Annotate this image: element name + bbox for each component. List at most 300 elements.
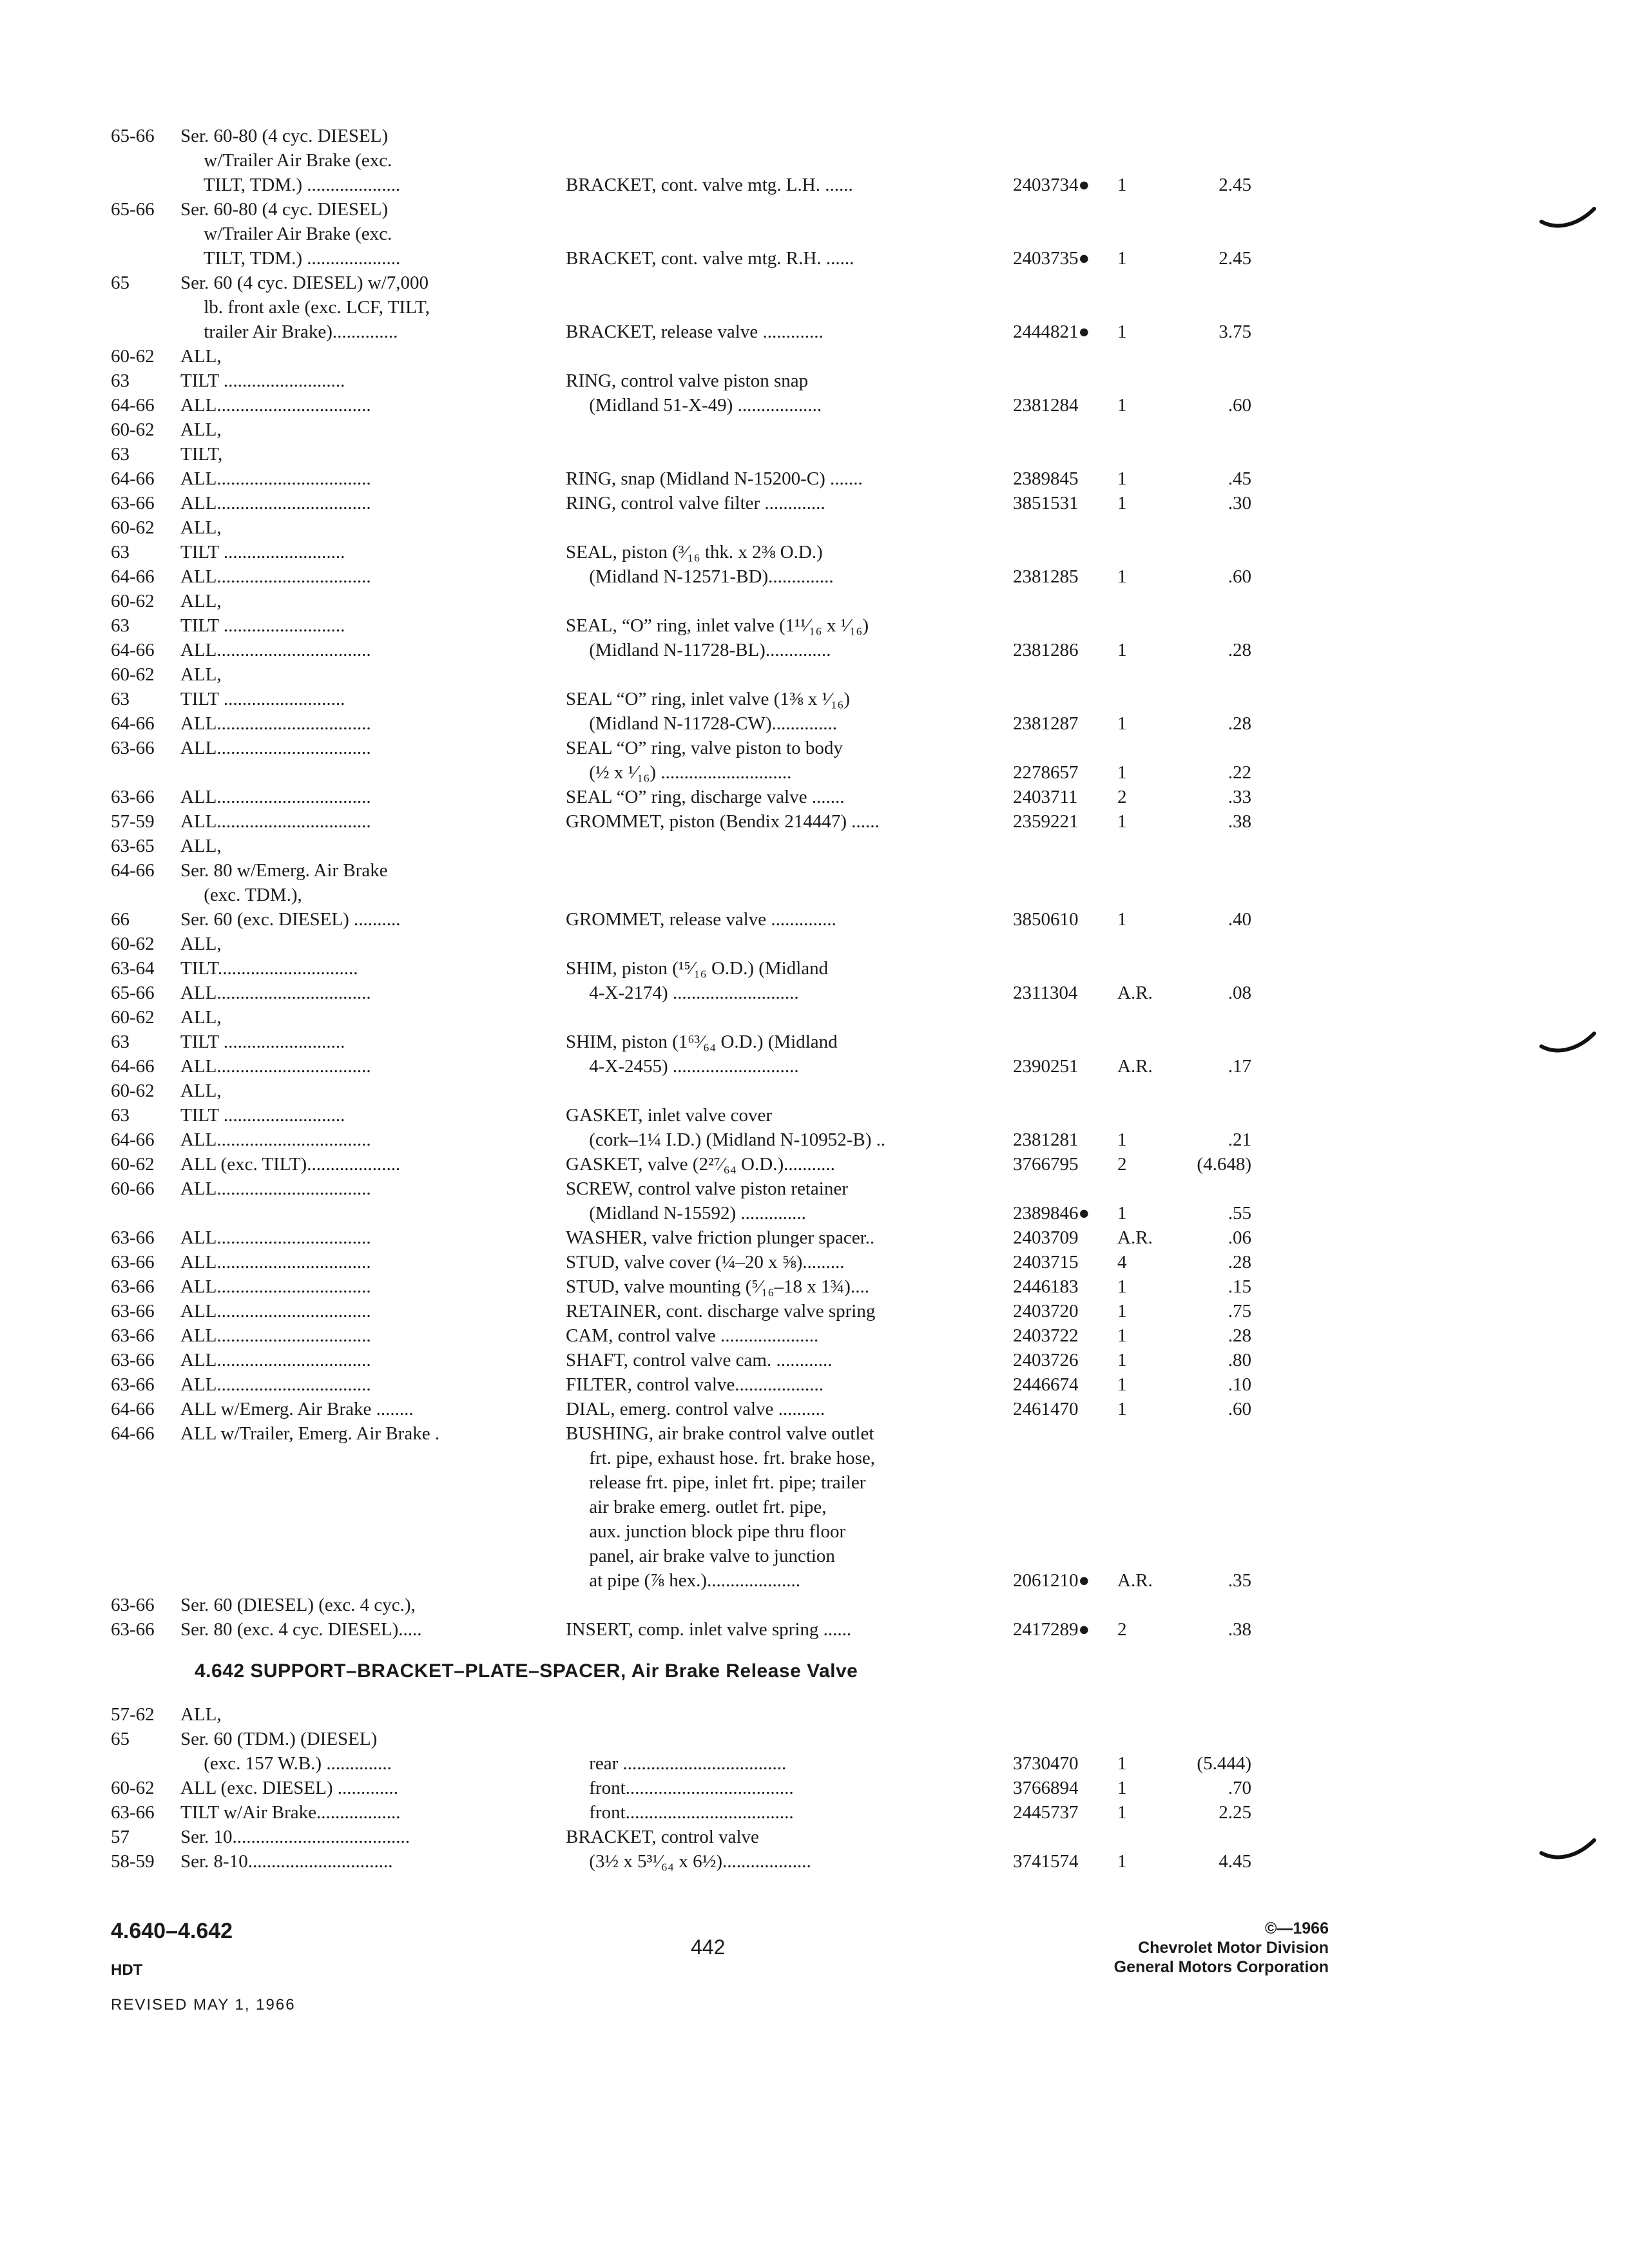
parts-row (111, 466, 1258, 491)
parts-row (111, 1776, 1258, 1800)
price: .08 (1228, 983, 1251, 1003)
price: .28 (1228, 640, 1251, 660)
application: Ser. 80 (exc. 4 cyc. DIESEL)..... (180, 1619, 422, 1640)
application: Ser. 60 (DIESEL) (exc. 4 cyc.), (180, 1595, 416, 1615)
year-range: 65-66 (111, 983, 155, 1003)
year-range: 63-64 (111, 958, 155, 979)
application: ALL................................. (180, 1374, 371, 1395)
corporation-name: General Motors Corporation (1113, 1958, 1329, 1976)
quantity: 1 (1117, 1374, 1127, 1395)
parts-row (111, 1751, 1258, 1776)
application: w/Trailer Air Brake (exc. (180, 224, 392, 244)
price: .21 (1228, 1129, 1251, 1150)
parts-row (111, 1519, 1258, 1544)
part-description: SEAL, “O” ring, inlet valve (1¹¹⁄₁₆ x ¹⁄₁₆) (566, 615, 869, 636)
application: ALL................................. (180, 787, 371, 807)
application: TILT, TDM.) .................... (180, 175, 401, 195)
part-number: 2381286 (1013, 640, 1079, 660)
year-range: 60-62 (111, 664, 155, 685)
year-range: 64-66 (111, 1423, 155, 1444)
section-heading: 4.642 SUPPORT–BRACKET–PLATE–SPACER, Air Brake Release Valve (195, 1660, 858, 1682)
price: .28 (1228, 713, 1251, 734)
year-range: 63-66 (111, 1252, 155, 1273)
part-description: 4-X-2455) ........................... (566, 1056, 799, 1077)
application: Ser. 60 (4 cyc. DIESEL) w/7,000 (180, 273, 429, 293)
quantity: 1 (1117, 1350, 1127, 1370)
part-description: (cork–1¼ I.D.) (Midland N-10952-B) .. (566, 1129, 886, 1150)
part-number: 2061210● (1013, 1570, 1090, 1591)
parts-row (111, 148, 1258, 173)
parts-row (111, 1152, 1258, 1177)
year-range: 63 (111, 1032, 130, 1052)
parts-row (111, 834, 1258, 858)
price: .40 (1228, 909, 1251, 930)
application: TILT, (180, 444, 223, 465)
parts-row (111, 1495, 1258, 1519)
parts-row (111, 197, 1258, 222)
price: .33 (1228, 787, 1251, 807)
part-number: 2403734● (1013, 175, 1090, 195)
part-description: BRACKET, release valve ............. (566, 322, 824, 342)
application: ALL................................. (180, 1178, 371, 1199)
parts-row (111, 858, 1258, 883)
part-description: front.................................... (566, 1802, 794, 1823)
year-range: 60-62 (111, 934, 155, 954)
application: ALL................................. (180, 395, 371, 416)
year-range: 63-66 (111, 493, 155, 514)
parts-row (111, 564, 1258, 589)
year-range: 63-66 (111, 1802, 155, 1823)
page-number: 442 (691, 1936, 726, 1959)
part-description: front.................................... (566, 1778, 794, 1798)
year-range: 63-66 (111, 1374, 155, 1395)
application: ALL................................. (180, 738, 371, 758)
part-number: 2444821● (1013, 322, 1090, 342)
application: trailer Air Brake).............. (180, 322, 398, 342)
parts-row (111, 1568, 1258, 1593)
part-number: 2381281 (1013, 1129, 1079, 1150)
application: ALL................................. (180, 811, 371, 832)
application: ALL, (180, 1007, 222, 1028)
parts-row (111, 1825, 1258, 1849)
parts-row (111, 1800, 1258, 1825)
price: 4.45 (1219, 1851, 1251, 1872)
parts-row (111, 589, 1258, 613)
part-number: 2381287 (1013, 713, 1079, 734)
application: ALL................................. (180, 1129, 371, 1150)
part-description: GROMMET, release valve .............. (566, 909, 836, 930)
application: Ser. 8-10............................... (180, 1851, 393, 1872)
parts-row (111, 1177, 1258, 1201)
parts-row (111, 1849, 1258, 1874)
parts-row (111, 907, 1258, 932)
parts-row (111, 638, 1258, 662)
part-description: INSERT, comp. inlet valve spring ...... (566, 1619, 852, 1640)
part-number: 2389846● (1013, 1203, 1090, 1224)
part-number: 3766894 (1013, 1778, 1079, 1798)
part-description: RING, control valve piston snap (566, 370, 809, 391)
part-number: 2381284 (1013, 395, 1079, 416)
part-number: 2381285 (1013, 566, 1079, 587)
parts-list-support-bracket (111, 1702, 1258, 1874)
application: TILT .......................... (180, 1032, 345, 1052)
part-description: release frt. pipe, inlet frt. pipe; trailer (566, 1472, 866, 1493)
part-description: (Midland 51-X-49) .................. (566, 395, 822, 416)
parts-row (111, 785, 1258, 809)
part-number: 3766795 (1013, 1154, 1079, 1175)
price: .22 (1228, 762, 1251, 783)
parts-row (111, 271, 1258, 295)
application: ALL................................. (180, 640, 371, 660)
parts-row (111, 173, 1258, 197)
application: TILT .......................... (180, 615, 345, 636)
application: ALL, (180, 664, 222, 685)
quantity: 1 (1117, 1753, 1127, 1774)
application: Ser. 60 (TDM.) (DIESEL) (180, 1729, 378, 1749)
year-range: 63-66 (111, 1301, 155, 1321)
application: ALL................................. (180, 1325, 371, 1346)
part-description: SEAL “O” ring, discharge valve ....... (566, 787, 845, 807)
year-range: 57-62 (111, 1704, 155, 1725)
part-description: GROMMET, piston (Bendix 214447) ...... (566, 811, 880, 832)
parts-row (111, 711, 1258, 736)
quantity: 1 (1117, 1276, 1127, 1297)
division-name: Chevrolet Motor Division (1138, 1939, 1329, 1957)
application: (exc. TDM.), (180, 885, 302, 905)
application: ALL................................. (180, 1252, 371, 1273)
year-range: 63 (111, 542, 130, 562)
part-description: SHAFT, control valve cam. ............ (566, 1350, 833, 1370)
parts-row (111, 760, 1258, 785)
part-description: 4-X-2174) ........................... (566, 983, 799, 1003)
year-range: 63 (111, 444, 130, 465)
parts-row (111, 442, 1258, 466)
price: .10 (1228, 1374, 1251, 1395)
parts-row (111, 491, 1258, 515)
application: ALL, (180, 419, 222, 440)
part-description: (Midland N-11728-CW).............. (566, 713, 837, 734)
part-description: (3½ x 5³¹⁄₆₄ x 6½)................... (566, 1851, 811, 1872)
quantity: 1 (1117, 1301, 1127, 1321)
application: ALL................................. (180, 983, 371, 1003)
year-range: 60-62 (111, 517, 155, 538)
quantity: 1 (1117, 1851, 1127, 1872)
price: .60 (1228, 395, 1251, 416)
application: TILT .......................... (180, 370, 345, 391)
part-description: (½ x ¹⁄₁₆) ............................ (566, 762, 792, 783)
quantity: A.R. (1117, 1227, 1153, 1248)
application: ALL, (180, 346, 222, 367)
year-range: 60-62 (111, 419, 155, 440)
year-range: 63-66 (111, 1227, 155, 1248)
quantity: A.R. (1117, 1056, 1153, 1077)
price: .15 (1228, 1276, 1251, 1297)
year-range: 63-66 (111, 738, 155, 758)
section-code: 4.640–4.642 (111, 1919, 233, 1943)
year-range: 63-66 (111, 1350, 155, 1370)
price: .70 (1228, 1778, 1251, 1798)
part-description: rear ................................... (566, 1753, 787, 1774)
parts-row (111, 1030, 1258, 1054)
application: ALL, (180, 1704, 222, 1725)
parts-row (111, 1225, 1258, 1250)
application: Ser. 80 w/Emerg. Air Brake (180, 860, 388, 881)
parts-row (111, 981, 1258, 1005)
price: .06 (1228, 1227, 1251, 1248)
quantity: 1 (1117, 175, 1127, 195)
part-description: SEAL “O” ring, valve piston to body (566, 738, 843, 758)
parts-row (111, 124, 1258, 148)
parts-row (111, 540, 1258, 564)
parts-row (111, 736, 1258, 760)
part-description: BUSHING, air brake control valve outlet (566, 1423, 874, 1444)
publisher-block (1084, 1919, 1329, 1977)
parts-row (111, 809, 1258, 834)
quantity: 1 (1117, 909, 1127, 930)
price: .45 (1228, 468, 1251, 489)
parts-row (111, 1250, 1258, 1274)
parts-row (111, 1348, 1258, 1372)
parts-row (111, 1702, 1258, 1727)
application: ALL................................. (180, 1301, 371, 1321)
year-range: 57-59 (111, 811, 155, 832)
year-range: 64-66 (111, 713, 155, 734)
year-range: 63-65 (111, 836, 155, 856)
year-range: 63 (111, 1105, 130, 1126)
price: .38 (1228, 1619, 1251, 1640)
part-description: (Midland N-15592) .............. (566, 1203, 806, 1224)
application: lb. front axle (exc. LCF, TILT, (180, 297, 430, 318)
quantity: 1 (1117, 322, 1127, 342)
part-description: RING, snap (Midland N-15200-C) ....... (566, 468, 863, 489)
application: ALL (exc. DIESEL) ............. (180, 1778, 398, 1798)
parts-row (111, 1470, 1258, 1495)
year-range: 65 (111, 273, 130, 293)
application: ALL, (180, 1081, 222, 1101)
application: ALL w/Emerg. Air Brake ........ (180, 1399, 414, 1419)
quantity: 2 (1117, 787, 1127, 807)
quantity: 1 (1117, 1325, 1127, 1346)
part-description: panel, air brake valve to junction (566, 1546, 835, 1566)
parts-catalog (111, 124, 1258, 1874)
parts-list (111, 124, 1258, 1642)
part-number: 2417289● (1013, 1619, 1090, 1640)
application: ALL w/Trailer, Emerg. Air Brake . (180, 1423, 440, 1444)
quantity: 1 (1117, 395, 1127, 416)
part-description: aux. junction block pipe thru floor (566, 1521, 846, 1542)
application: ALL................................. (180, 468, 371, 489)
part-number: 2403711 (1013, 787, 1078, 807)
parts-row (111, 369, 1258, 393)
part-description: air brake emerg. outlet frt. pipe, (566, 1497, 827, 1517)
application: TILT w/Air Brake.................. (180, 1802, 401, 1823)
parts-row (111, 1544, 1258, 1568)
part-number: 2311304 (1013, 983, 1078, 1003)
part-description: DIAL, emerg. control valve .......... (566, 1399, 825, 1419)
parts-row (111, 1299, 1258, 1323)
application: ALL................................. (180, 493, 371, 514)
revision-date: REVISED MAY 1, 1966 (111, 1996, 296, 2013)
application: ALL, (180, 836, 222, 856)
application: w/Trailer Air Brake (exc. (180, 150, 392, 171)
part-number: 2403715 (1013, 1252, 1079, 1273)
price: .60 (1228, 566, 1251, 587)
part-number: 2446183 (1013, 1276, 1079, 1297)
part-number: 3741574 (1013, 1851, 1079, 1872)
part-number: 3850610 (1013, 909, 1079, 930)
parts-row (111, 1128, 1258, 1152)
quantity: 1 (1117, 1203, 1127, 1224)
part-description: SHIM, piston (1⁶³⁄₆₄ O.D.) (Midland (566, 1032, 838, 1052)
year-range: 63-66 (111, 1325, 155, 1346)
part-description: GASKET, inlet valve cover (566, 1105, 772, 1126)
binder-mark-middle (1539, 1030, 1597, 1055)
quantity: 1 (1117, 1778, 1127, 1798)
part-description: BRACKET, control valve (566, 1827, 759, 1847)
application: ALL, (180, 934, 222, 954)
parts-row (111, 344, 1258, 369)
part-description: BRACKET, cont. valve mtg. L.H. ...... (566, 175, 853, 195)
year-range: 65 (111, 1729, 130, 1749)
parts-row (111, 246, 1258, 271)
part-description: GASKET, valve (2²⁷⁄₆₄ O.D.)........... (566, 1154, 835, 1175)
quantity: 2 (1117, 1154, 1127, 1175)
parts-row (111, 1201, 1258, 1225)
year-range: 63 (111, 370, 130, 391)
price: .80 (1228, 1350, 1251, 1370)
parts-row (111, 1617, 1258, 1642)
year-range: 58-59 (111, 1851, 155, 1872)
application: ALL................................. (180, 713, 371, 734)
hdt-label: HDT (111, 1961, 143, 1979)
application: TILT .......................... (180, 542, 345, 562)
parts-row (111, 932, 1258, 956)
year-range: 66 (111, 909, 130, 930)
part-description: (Midland N-12571-BD).............. (566, 566, 834, 587)
price: 3.75 (1219, 322, 1251, 342)
binder-mark-bottom (1539, 1836, 1597, 1862)
application: TILT .......................... (180, 1105, 345, 1126)
price: .38 (1228, 811, 1251, 832)
quantity: 1 (1117, 762, 1127, 783)
parts-row (111, 613, 1258, 638)
binder-mark-top (1539, 205, 1597, 231)
price: .28 (1228, 1325, 1251, 1346)
part-description: STUD, valve cover (¼–20 x ⅝)......... (566, 1252, 845, 1273)
quantity: 1 (1117, 1802, 1127, 1823)
part-description: (Midland N-11728-BL).............. (566, 640, 831, 660)
application: ALL................................. (180, 1350, 371, 1370)
year-range: 60-62 (111, 591, 155, 611)
price: 2.25 (1219, 1802, 1251, 1823)
parts-row (111, 222, 1258, 246)
parts-row (111, 1005, 1258, 1030)
year-range: 65-66 (111, 199, 155, 220)
part-number: 2403726 (1013, 1350, 1079, 1370)
parts-row (111, 1593, 1258, 1617)
part-description: at pipe (⅞ hex.).................... (566, 1570, 801, 1591)
year-range: 64-66 (111, 566, 155, 587)
part-description: SEAL, piston (³⁄₁₆ thk. x 2⅜ O.D.) (566, 542, 823, 562)
year-range: 63-66 (111, 1276, 155, 1297)
application: Ser. 60-80 (4 cyc. DIESEL) (180, 199, 389, 220)
parts-row (111, 320, 1258, 344)
quantity: 1 (1117, 713, 1127, 734)
application: ALL (exc. TILT).................... (180, 1154, 401, 1175)
application: (exc. 157 W.B.) .............. (180, 1753, 392, 1774)
year-range: 65-66 (111, 126, 155, 146)
part-description: CAM, control valve ..................... (566, 1325, 819, 1346)
parts-row (111, 295, 1258, 320)
year-range: 64-66 (111, 860, 155, 881)
parts-row (111, 1446, 1258, 1470)
part-number: 2390251 (1013, 1056, 1079, 1077)
part-description: RETAINER, cont. discharge valve spring (566, 1301, 876, 1321)
price: .30 (1228, 493, 1251, 514)
application: Ser. 60 (exc. DIESEL) .......... (180, 909, 401, 930)
part-number: 2446674 (1013, 1374, 1079, 1395)
price: .75 (1228, 1301, 1251, 1321)
quantity: A.R. (1117, 983, 1153, 1003)
quantity: 1 (1117, 493, 1127, 514)
part-number: 2445737 (1013, 1802, 1079, 1823)
price: (5.444) (1197, 1753, 1251, 1774)
part-description: STUD, valve mounting (⁵⁄₁₆–18 x 1¾).... (566, 1276, 869, 1297)
quantity: 4 (1117, 1252, 1127, 1273)
year-range: 64-66 (111, 1056, 155, 1077)
price: .28 (1228, 1252, 1251, 1273)
application: ALL, (180, 591, 222, 611)
part-description: SCREW, control valve piston retainer (566, 1178, 848, 1199)
year-range: 64-66 (111, 468, 155, 489)
copyright: ©—1966 (1264, 1919, 1329, 1937)
application: Ser. 60-80 (4 cyc. DIESEL) (180, 126, 389, 146)
application: ALL................................. (180, 1276, 371, 1297)
year-range: 63-66 (111, 1619, 155, 1640)
application: TILT, TDM.) .................... (180, 248, 401, 269)
parts-row (111, 662, 1258, 687)
part-description: WASHER, valve friction plunger spacer.. (566, 1227, 875, 1248)
price: .35 (1228, 1570, 1251, 1591)
year-range: 60-62 (111, 346, 155, 367)
part-number: 2403735● (1013, 248, 1090, 269)
quantity: 1 (1117, 640, 1127, 660)
part-description: frt. pipe, exhaust hose. frt. brake hose, (566, 1448, 875, 1468)
quantity: 2 (1117, 1619, 1127, 1640)
part-number: 3851531 (1013, 493, 1079, 514)
application: ALL, (180, 517, 222, 538)
part-number: 2359221 (1013, 811, 1079, 832)
parts-row (111, 1397, 1258, 1421)
parts-row (111, 1372, 1258, 1397)
parts-row (111, 956, 1258, 981)
quantity: 1 (1117, 811, 1127, 832)
quantity: 1 (1117, 1129, 1127, 1150)
price: .60 (1228, 1399, 1251, 1419)
part-number: 3730470 (1013, 1753, 1079, 1774)
parts-row (111, 1421, 1258, 1446)
application: TILT.............................. (180, 958, 358, 979)
application: Ser. 10...................................... (180, 1827, 410, 1847)
quantity: 1 (1117, 566, 1127, 587)
parts-row (111, 1054, 1258, 1079)
application: TILT .......................... (180, 689, 345, 709)
year-range: 60-66 (111, 1178, 155, 1199)
part-number: 2461470 (1013, 1399, 1079, 1419)
parts-row (111, 393, 1258, 418)
parts-row (111, 1323, 1258, 1348)
price: 2.45 (1219, 248, 1251, 269)
